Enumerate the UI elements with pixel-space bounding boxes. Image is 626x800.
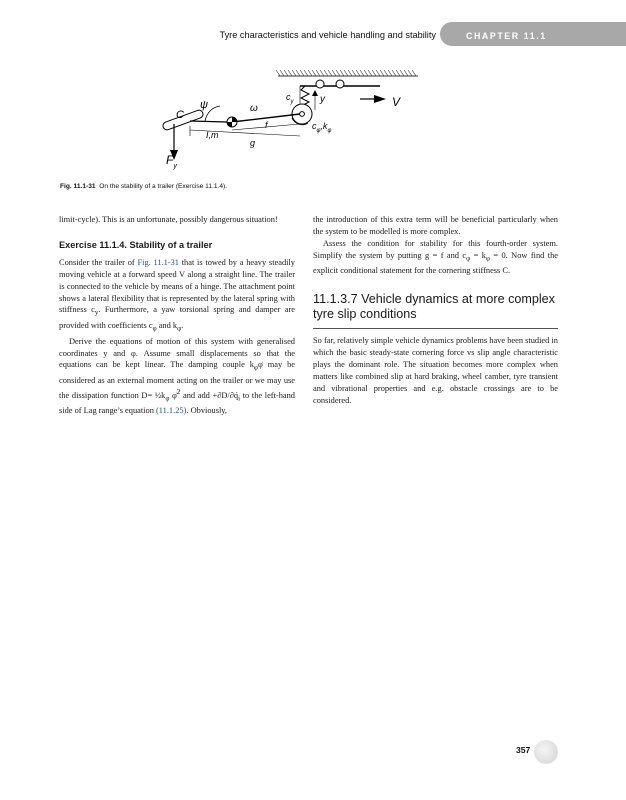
hatch-mark (288, 70, 292, 76)
hatch-mark (292, 70, 296, 76)
hatch-mark (392, 70, 396, 76)
hatch-mark (404, 70, 408, 76)
chapter-label: CHAPTER 11.1 (466, 31, 547, 41)
hatch-mark (356, 70, 360, 76)
hatch-mark (316, 70, 320, 76)
page-number: 357 (516, 745, 531, 755)
hatch-mark (352, 70, 356, 76)
rail-wheel-right (336, 80, 344, 88)
running-title: Tyre characteristics and vehicle handling and stability (219, 30, 436, 40)
hatch-mark (364, 70, 368, 76)
label-psi: ψ (200, 99, 209, 111)
hatch-mark (340, 70, 344, 76)
hatch-mark (320, 70, 324, 76)
hatch-mark (368, 70, 372, 76)
hinge-pin (300, 112, 305, 117)
hatch-mark (284, 70, 288, 76)
hatch-mark (344, 70, 348, 76)
label-c: C (176, 109, 184, 121)
label-v: V (392, 95, 401, 109)
left-column (59, 214, 295, 417)
label-cphi-kphi: $c_\varphi,k_\varphi$ (312, 121, 332, 134)
figure-caption-label: Fig. 11.1-31 (60, 183, 96, 190)
velocity-arrowhead (374, 95, 386, 103)
label-lm: I,m (206, 130, 219, 140)
figure-caption-text: On the stability of a trailer (Exercise 11.1.4). (99, 183, 228, 190)
hatch-mark (332, 70, 336, 76)
hatch-mark (276, 70, 280, 76)
hatch-mark (388, 70, 392, 76)
label-fy: $F_y$ (166, 153, 177, 170)
right-column (313, 214, 558, 407)
left-paragraph-1: limit-cycle). This is an unfortunate, possibly dangerous situation! (59, 215, 278, 224)
label-g: g (250, 138, 256, 148)
right-paragraph-3: So far, relatively simple vehicle dynamics problems have been studied in which the basic steady-state cornering force vs slip angle characteristic plays the dominant role. The situation becomes more complex when matters like combined slip at hard braking, wheel camber, tyre transient and vibrational properties and e.g. obstacle crossings are to be considered. (313, 336, 558, 405)
hatch-mark (408, 70, 412, 76)
figure-caption (60, 183, 227, 190)
hatch-mark (324, 70, 328, 76)
page-tab (534, 740, 558, 764)
hatch-mark (308, 70, 312, 76)
label-cy: $c_y$ (286, 92, 294, 105)
hatch-mark (280, 70, 284, 76)
hatch-mark (300, 70, 304, 76)
hatch-mark (304, 70, 308, 76)
label-omega: ω (250, 103, 258, 114)
hatch-mark (296, 70, 300, 76)
hatch-mark (360, 70, 364, 76)
rail-wheel-left (316, 80, 324, 88)
trailer-diagram (150, 66, 580, 181)
left-paragraph-3: Derive the equations of motion of this system with generalised coordinates y and φ. Assume small displacements so that the equations can be kept linear. The damping couple $k_\varphi\varphi̇$ may be considered as an external moment acting on the trailer or we may use the dissipation function $D= \frac{1}{2}k_\varphi$ φ̇$^2$ and add $+\partial D/\partial q̇_i$ to the left-hand side of Lag range’s equation (11.1.25). Obviously, (59, 336, 295, 416)
label-f: f (265, 120, 268, 130)
right-paragraph-2: Assess the condition for stability for this fourth-order system. Simplify the system by putting g = f and $c_\varphi = k_\varphi = 0$. Now find the explicit conditional statement for the cornering stiffness C. (313, 238, 558, 276)
hatch-mark (312, 70, 316, 76)
hatch-mark (328, 70, 332, 76)
trailer-figure (150, 66, 580, 181)
running-head (0, 28, 626, 46)
hatch-mark (336, 70, 340, 76)
hatch-mark (384, 70, 388, 76)
left-paragraph-2: Consider the trailer of Fig. 11.1-31 that is towed by a heavy steadily moving vehicle at a forward speed V along a straight line. The trailer is connected to the vehicle by means of a hinge. The attachment point shows a lateral flexibility that is represented by the lateral spring with stiffness $c_y$. Furthermore, a yaw torsional spring and damper are provided with coefficients $c_\varphi$ and $k_\varphi$. (59, 257, 295, 333)
section-heading: 11.1.3.7 Vehicle dynamics at more complex tyre slip conditions (313, 292, 555, 322)
hatch-mark (376, 70, 380, 76)
ground-hatching (276, 70, 418, 76)
equation-link[interactable]: (11.1.25) (155, 406, 187, 416)
exercise-heading: Exercise 11.1.4. Stability of a trailer (59, 239, 213, 250)
hatch-mark (380, 70, 384, 76)
section-rule (313, 328, 558, 329)
hatch-mark (400, 70, 404, 76)
hatch-mark (412, 70, 416, 76)
chapter-tab (440, 22, 626, 46)
right-paragraph-1: the introduction of this extra term will be beneficial particularly when the system to be modelled is more complex. (313, 215, 558, 236)
label-y: y (320, 94, 325, 105)
figure-link[interactable]: Fig. 11.1-31 (137, 257, 179, 267)
hatch-mark (372, 70, 376, 76)
hatch-mark (348, 70, 352, 76)
hatch-mark (396, 70, 400, 76)
